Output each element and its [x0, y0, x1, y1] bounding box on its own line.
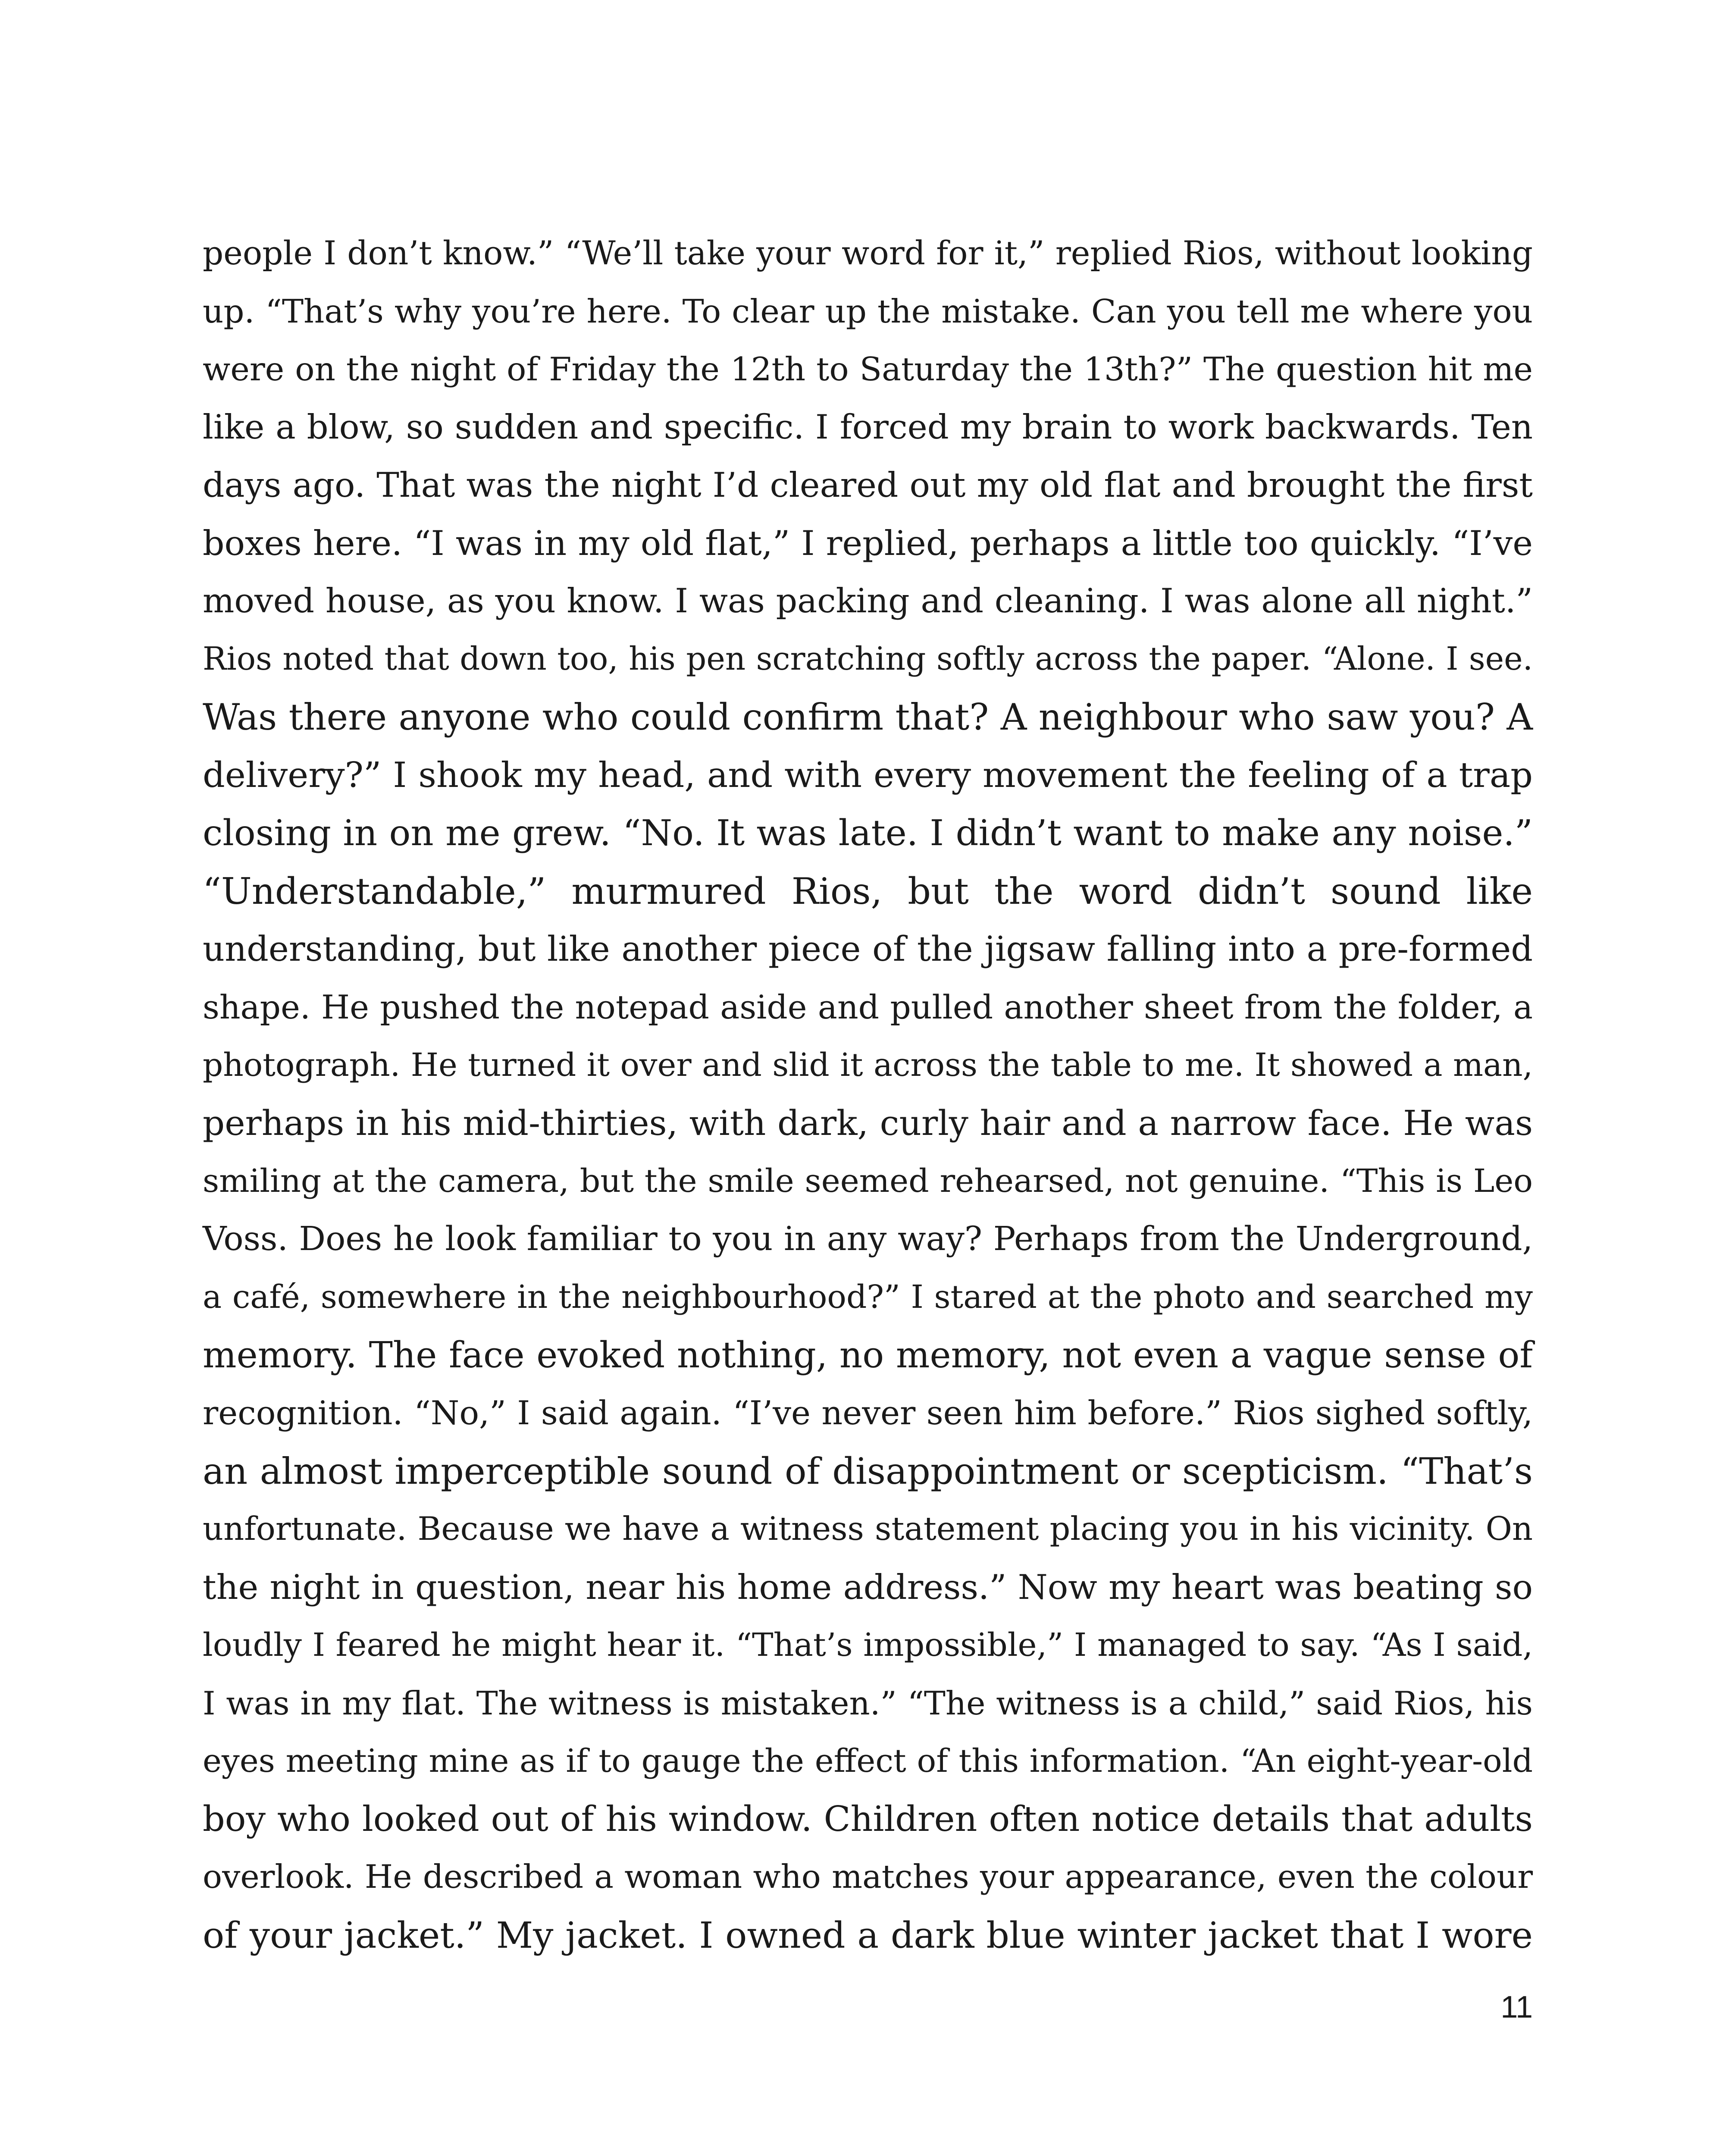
text-line: “Understandable,” murmured Rios, but the word didn’t sound like: [203, 870, 1533, 912]
text-line: overlook. He described a woman who matches your appearance, even the colour: [203, 1858, 1533, 1896]
text-line: photograph. He turned it over and slid it across the table to me. It showed a man,: [203, 1047, 1533, 1084]
text-line: smiling at the camera, but the smile seemed rehearsed, not genuine. “This is Leo: [203, 1162, 1533, 1200]
text-line: understanding, but like another piece of the jigsaw falling into a pre-formed: [203, 929, 1533, 969]
text-line: unfortunate. Because we have a witness statement placing you in his vicinity. On: [203, 1510, 1533, 1548]
text-line: were on the night of Friday the 12th to Saturday the 13th?” The question hit me: [203, 350, 1533, 388]
text-line: delivery?” I shook my head, and with every movement the feeling of a trap: [203, 755, 1533, 796]
text-line: days ago. That was the night I’d cleared out my old flat and brought the first: [203, 465, 1533, 505]
text-line: eyes meeting mine as if to gauge the effect of this information. “An eight-year-old: [203, 1742, 1533, 1780]
text-line: up. “That’s why you’re here. To clear up the mistake. Can you tell me where you: [203, 292, 1533, 330]
body-text: [203, 224, 1533, 1964]
text-line: perhaps in his mid-thirties, with dark, curly hair and a narrow face. He was: [203, 1103, 1533, 1143]
text-line: a café, somewhere in the neighbourhood?” I stared at the photo and searched my: [203, 1279, 1533, 1316]
text-line: boxes here. “I was in my old flat,” I replied, perhaps a little too quickly. “I’ve: [203, 523, 1533, 563]
text-line: Was there anyone who could confirm that? A neighbour who saw you? A: [203, 696, 1533, 738]
text-line: the night in question, near his home address.” Now my heart was beating so: [203, 1567, 1533, 1607]
text-line: like a blow, so sudden and specific. I forced my brain to work backwards. Ten: [203, 407, 1533, 447]
page-number: 11: [1500, 1990, 1533, 2024]
text-line: an almost imperceptible sound of disappointment or scepticism. “That’s: [203, 1450, 1533, 1492]
text-line: loudly I feared he might hear it. “That’s impossible,” I managed to say. “As I said,: [203, 1626, 1533, 1664]
text-line: closing in on me grew. “No. It was late. I didn’t want to make any noise.”: [203, 812, 1533, 854]
text-line: recognition. “No,” I said again. “I’ve never seen him before.” Rios sighed softly,: [203, 1394, 1533, 1432]
text-line: boy who looked out of his window. Children often notice details that adults: [203, 1799, 1533, 1839]
text-line: Voss. Does he look familiar to you in any way? Perhaps from the Underground,: [203, 1219, 1533, 1258]
text-line: Rios noted that down too, his pen scratching softly across the paper. “Alone. I see.: [203, 640, 1533, 677]
text-line: memory. The face evoked nothing, no memory, not even a vague sense of: [203, 1334, 1533, 1376]
text-line: moved house, as you know. I was packing and cleaning. I was alone all night.”: [203, 582, 1533, 620]
text-line: I was in my flat. The witness is mistaken.” “The witness is a child,” said Rios, his: [203, 1684, 1533, 1722]
text-line: of your jacket.” My jacket. I owned a dark blue winter jacket that I wore: [203, 1914, 1533, 1956]
text-line: shape. He pushed the notepad aside and pulled another sheet from the folder, a: [203, 988, 1533, 1026]
text-line: people I don’t know.” “We’ll take your word for it,” replied Rios, without looking: [203, 234, 1533, 272]
